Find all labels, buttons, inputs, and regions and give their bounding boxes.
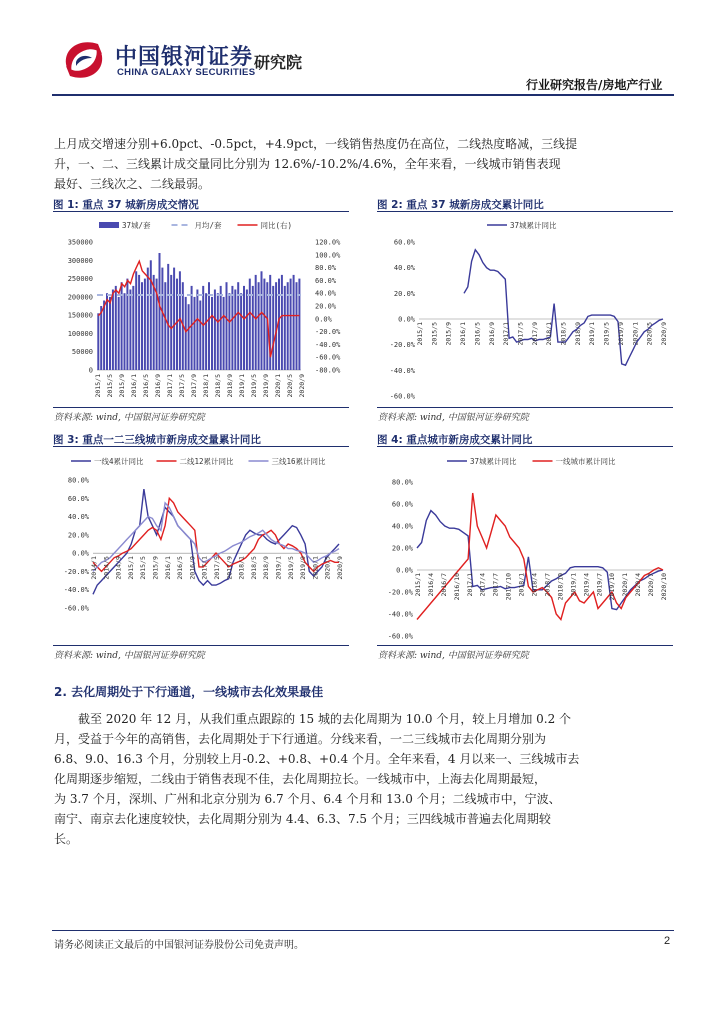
- logo-chinese-name: 中国银河证券: [115, 45, 254, 70]
- section-2-line: 6.8、9.0、16.3 个月，分别较上月-0.2、+0.8、+0.4 个月。全年来看，4 月以来一、三线城市去: [54, 752, 580, 766]
- section-2-line: 为 3.7 个月，深圳、广州和北京分别为 6.7 个月、6.4 个月和 13.0 个月；二线城市中，宁波、: [54, 792, 561, 806]
- bar: [132, 286, 134, 370]
- bar: [234, 290, 236, 371]
- bar: [281, 275, 283, 370]
- section-2-line: 月，受益于今年的高销售，去化周期处于下行通道。分线来看，一二三线城市去化周期分别为: [54, 732, 547, 746]
- x-tick-label: 2016/10: [452, 573, 461, 601]
- x-tick-label: 2020/1: [311, 556, 320, 580]
- x-tick-label: 2018/1: [545, 322, 554, 346]
- bar: [118, 297, 120, 370]
- figure-1-source: 资料来源: wind, 中国银河证券研究院: [54, 413, 205, 423]
- x-tick-label: 2020/4: [634, 573, 643, 597]
- x-tick-label: 2018/7: [543, 573, 552, 597]
- bar: [100, 306, 102, 370]
- x-tick-label: 2015/9: [118, 374, 126, 398]
- x-tick-label: 2015/1: [416, 322, 424, 346]
- header: [0, 0, 724, 100]
- x-tick-label: 2017/1: [200, 556, 209, 580]
- bar: [249, 279, 251, 370]
- x-tick-label: 2020/10: [660, 573, 668, 601]
- legend-label: 37城/套: [122, 221, 151, 230]
- series-line: [464, 250, 663, 366]
- x-tick-label: 2018/5: [214, 374, 222, 398]
- x-tick-label: 2019/1: [238, 374, 246, 398]
- figure-row1-rule: [53, 211, 349, 212]
- bar: [290, 279, 292, 370]
- x-tick-label: 2015/5: [139, 556, 148, 580]
- y2-tick-label: -80.0%: [315, 366, 341, 375]
- bar: [214, 290, 216, 371]
- bar: [150, 260, 152, 370]
- bar: [144, 279, 146, 370]
- x-tick-label: 2019/1: [274, 556, 283, 580]
- source-rule: [53, 407, 349, 408]
- x-tick-label: 2017/7: [491, 573, 500, 597]
- bar: [191, 286, 193, 370]
- x-tick-label: 2016/1: [459, 322, 468, 346]
- bar: [263, 279, 265, 370]
- x-tick-label: 2019/4: [582, 573, 591, 597]
- x-tick-label: 2019/9: [299, 556, 308, 580]
- y-tick-label: 80.0%: [67, 476, 89, 485]
- y-tick-label: -60.0%: [389, 392, 415, 401]
- y-tick-label: 300000: [67, 256, 93, 265]
- y2-tick-label: -40.0%: [315, 340, 341, 349]
- bar: [220, 286, 222, 370]
- x-tick-label: 2018/5: [559, 322, 568, 346]
- bar: [255, 275, 257, 370]
- y-tick-label: 150000: [67, 311, 93, 320]
- bar: [196, 290, 198, 371]
- x-tick-label: 2018/4: [530, 573, 539, 597]
- galaxy-logo-icon: [58, 34, 110, 86]
- x-tick-label: 2019/1: [569, 573, 578, 597]
- x-tick-label: 2017/9: [530, 322, 539, 346]
- x-tick-label: 2019/5: [250, 374, 258, 398]
- y-tick-label: -40.0%: [387, 610, 413, 619]
- x-tick-label: 2017/1: [465, 573, 474, 597]
- bar: [170, 275, 172, 370]
- y-tick-label: 100000: [67, 329, 93, 338]
- x-tick-label: 2015/1: [126, 556, 135, 580]
- bar: [217, 293, 219, 370]
- intro-line: 上月成交增速分别+6.0pct、-0.5pct，+4.9pct，一线销售热度仍在高位，二线热度略减，三线提: [54, 137, 578, 151]
- bar: [293, 275, 295, 370]
- bar: [138, 275, 140, 370]
- x-tick-label: 2018/1: [237, 556, 246, 580]
- intro-line: 升，一、二、三线累计成交量同比分别为 12.6%/-10.2%/4.6%，全年来看，一线城市销售表现: [54, 157, 561, 171]
- figure-row2-rule: [377, 446, 673, 447]
- x-tick-label: 2017/9: [190, 374, 198, 398]
- legend-label: 37城累计同比: [510, 221, 557, 230]
- y-tick-label: -20.0%: [63, 567, 89, 576]
- x-tick-label: 2019/5: [602, 322, 611, 346]
- figure-4-source: 资料来源: wind, 中国银河证券研究院: [378, 651, 529, 661]
- x-tick-label: 2016/9: [154, 374, 162, 398]
- section-2-title: 2. 去化周期处于下行通道，一线城市去化效果最佳: [54, 685, 324, 699]
- legend-label: 一线4累计同比: [94, 457, 144, 466]
- x-tick-label: 2017/5: [178, 374, 186, 398]
- legend-label: 月均/套: [194, 221, 222, 230]
- x-tick-label: 2016/7: [439, 573, 448, 597]
- figure-4-title: 图 4: 重点城市新房成交累计同比: [377, 434, 533, 446]
- source-rule: [53, 645, 349, 646]
- x-tick-label: 2015/9: [444, 322, 453, 346]
- page-number: 2: [664, 935, 671, 947]
- report-type: 行业研究报告/房地产行业: [526, 78, 663, 92]
- y-tick-label: -40.0%: [63, 586, 89, 595]
- x-tick-label: 2020/1: [274, 374, 282, 398]
- x-tick-label: 2020/9: [336, 556, 344, 580]
- source-rule: [377, 407, 673, 408]
- bar: [164, 282, 166, 370]
- y-tick-label: 20.0%: [391, 544, 413, 553]
- x-tick-label: 2017/1: [502, 322, 511, 346]
- section-2-line: 南宁、南京去化速度较快，去化周期分别为 4.4、6.3、7.5 个月；三四线城市普遍去化周期较: [54, 812, 551, 826]
- x-tick-label: 2016/9: [188, 556, 197, 580]
- logo-institute-name: 研究院: [254, 53, 303, 72]
- x-tick-label: 2020/5: [323, 556, 332, 580]
- bar: [103, 301, 105, 371]
- chart-key-city-cumulative-yoy: [377, 450, 673, 644]
- x-tick-label: 2019/9: [616, 322, 625, 346]
- bar: [161, 268, 163, 370]
- y2-tick-label: 0.0%: [315, 315, 332, 324]
- intro-paragraph: [54, 134, 674, 194]
- bar: [106, 293, 108, 370]
- x-tick-label: 2016/5: [473, 322, 482, 346]
- y-tick-label: 50000: [71, 348, 93, 357]
- figure-3-title: 图 3: 重点一二三线城市新房成交量累计同比: [53, 434, 261, 446]
- bar: [97, 313, 99, 370]
- y-tick-label: 350000: [67, 238, 93, 247]
- chart-37-city-transactions: [53, 214, 349, 406]
- y2-tick-label: 120.0%: [315, 238, 341, 247]
- footer-disclaimer: 请务必阅读正文最后的中国银河证券股份公司免责声明。: [54, 940, 304, 951]
- chart-37-city-cumulative-yoy: [377, 214, 673, 406]
- y2-tick-label: 100.0%: [315, 251, 341, 260]
- section-2-line: 长。: [54, 832, 79, 846]
- bar: [124, 293, 126, 370]
- bar: [240, 293, 242, 370]
- x-tick-label: 2019/9: [262, 374, 270, 398]
- bar: [252, 286, 254, 370]
- y-tick-label: -40.0%: [389, 366, 415, 375]
- y-tick-label: 20.0%: [393, 289, 415, 298]
- logo-english-name: CHINA GALAXY SECURITIES: [117, 67, 256, 78]
- bar: [112, 290, 114, 371]
- bar: [246, 290, 248, 371]
- y-tick-label: 80.0%: [391, 478, 413, 487]
- footer-rule: [52, 930, 674, 931]
- x-tick-label: 2019/1: [588, 322, 597, 346]
- intro-line: 最好、三线次之、二线最弱。: [54, 177, 211, 191]
- x-tick-label: 2018/10: [556, 573, 565, 601]
- y2-tick-label: 80.0%: [315, 264, 337, 273]
- chart-tier-city-cumulative-yoy: [53, 450, 349, 644]
- y-tick-label: 60.0%: [67, 494, 89, 503]
- bar: [284, 286, 286, 370]
- bar: [188, 304, 190, 370]
- bar: [126, 279, 128, 370]
- section-2-line: 截至 2020 年 12 月，从我们重点跟踪的 15 城的去化周期为 10.0 个月，较上月增加 0.2 个: [78, 712, 572, 726]
- x-tick-label: 2014/9: [114, 556, 123, 580]
- figure-2-source: 资料来源: wind, 中国银河证券研究院: [378, 413, 529, 423]
- bar: [159, 253, 161, 370]
- x-tick-label: 2015/5: [106, 374, 114, 398]
- y-tick-label: 0.0%: [72, 549, 89, 558]
- x-tick-label: 2018/1: [517, 573, 526, 597]
- legend-label: 同比(右): [260, 221, 293, 230]
- figure-3-source: 资料来源: wind, 中国银河证券研究院: [54, 651, 205, 661]
- section-2-line: 化周期逐步缩短，二线由于销售表现不佳，去化周期拉长。一线城市中，上海去化周期最短，: [54, 772, 547, 786]
- source-rule: [377, 645, 673, 646]
- legend-label: 一线城市累计同比: [555, 457, 616, 466]
- bar: [243, 286, 245, 370]
- x-tick-label: 2019/5: [286, 556, 295, 580]
- x-tick-label: 2019/7: [595, 573, 604, 597]
- bar: [185, 297, 187, 370]
- bar: [231, 286, 233, 370]
- x-tick-label: 2015/9: [151, 556, 160, 580]
- x-tick-label: 2017/5: [516, 322, 525, 346]
- y2-tick-label: 20.0%: [315, 302, 337, 311]
- bar: [298, 279, 300, 370]
- bar: [109, 297, 111, 370]
- x-tick-label: 2014/5: [102, 556, 111, 580]
- y-tick-label: 250000: [67, 275, 93, 284]
- x-tick-label: 2016/5: [142, 374, 150, 398]
- x-tick-label: 2020/1: [631, 322, 640, 346]
- y-tick-label: 40.0%: [391, 522, 413, 531]
- x-tick-label: 2014/1: [90, 556, 98, 580]
- bar: [173, 268, 175, 370]
- bar: [261, 271, 263, 370]
- x-tick-label: 2020/7: [647, 573, 656, 597]
- y-tick-label: 40.0%: [67, 513, 89, 522]
- x-tick-label: 2019/10: [608, 573, 617, 601]
- section-2-paragraph: [54, 709, 674, 849]
- y-tick-label: 60.0%: [391, 500, 413, 509]
- x-tick-label: 2018/9: [262, 556, 271, 580]
- x-tick-label: 2017/1: [166, 374, 174, 398]
- header-rule: [52, 94, 674, 96]
- figure-row2-rule: [53, 446, 349, 447]
- x-tick-label: 2016/1: [163, 556, 172, 580]
- bar: [176, 279, 178, 370]
- bar: [199, 301, 201, 371]
- y-tick-label: 0.0%: [396, 566, 413, 575]
- x-tick-label: 2020/5: [286, 374, 294, 398]
- y2-tick-label: 40.0%: [315, 289, 337, 298]
- y-tick-label: 40.0%: [393, 264, 415, 273]
- bar: [129, 290, 131, 371]
- y-tick-label: 0: [88, 366, 93, 375]
- x-tick-label: 2015/5: [430, 322, 439, 346]
- y-tick-label: -60.0%: [387, 632, 413, 641]
- bar: [194, 297, 196, 370]
- bar: [147, 268, 149, 370]
- x-tick-label: 2016/5: [176, 556, 185, 580]
- x-tick-label: 2020/5: [645, 322, 654, 346]
- bar: [202, 286, 204, 370]
- x-tick-label: 2015/1: [414, 573, 422, 597]
- y-tick-label: 200000: [67, 293, 93, 302]
- x-tick-label: 2015/1: [94, 374, 102, 398]
- y-tick-label: -60.0%: [63, 604, 89, 613]
- x-tick-label: 2018/9: [573, 322, 582, 346]
- bar: [228, 293, 230, 370]
- bar: [205, 293, 207, 370]
- bar: [167, 264, 169, 370]
- y-tick-label: 20.0%: [67, 531, 89, 540]
- x-tick-label: 2016/1: [130, 374, 138, 398]
- legend-label: 二线12累计同比: [179, 457, 234, 466]
- y2-tick-label: 60.0%: [315, 276, 337, 285]
- y-tick-label: -20.0%: [387, 588, 413, 597]
- bar: [223, 297, 225, 370]
- y-tick-label: -20.0%: [389, 341, 415, 350]
- x-tick-label: 2018/1: [202, 374, 210, 398]
- x-tick-label: 2017/4: [478, 573, 487, 597]
- x-tick-label: 2020/9: [660, 322, 668, 346]
- x-tick-label: 2018/5: [249, 556, 258, 580]
- x-tick-label: 2017/9: [225, 556, 234, 580]
- legend-label: 37城累计同比: [470, 457, 517, 466]
- y2-tick-label: -20.0%: [315, 328, 341, 337]
- x-tick-label: 2016/9: [487, 322, 496, 346]
- y-tick-label: 60.0%: [393, 238, 415, 247]
- bar: [135, 271, 137, 370]
- legend-label: 三线16累计同比: [271, 457, 326, 466]
- y2-tick-label: -60.0%: [315, 353, 341, 362]
- x-tick-label: 2020/1: [621, 573, 630, 597]
- x-tick-label: 2020/9: [298, 374, 306, 398]
- figure-1-title: 图 1: 重点 37 城新房成交情况: [53, 199, 199, 211]
- figure-row1-rule: [377, 211, 673, 212]
- x-tick-label: 2018/9: [226, 374, 234, 398]
- x-tick-label: 2017/10: [504, 573, 513, 601]
- bar: [211, 297, 213, 370]
- x-tick-label: 2017/5: [213, 556, 221, 580]
- y-tick-label: 0.0%: [398, 315, 415, 324]
- x-tick-label: 2016/4: [426, 573, 435, 597]
- figure-2-title: 图 2: 重点 37 城新房成交累计同比: [377, 199, 544, 211]
- bar: [115, 286, 117, 370]
- bar: [272, 286, 274, 370]
